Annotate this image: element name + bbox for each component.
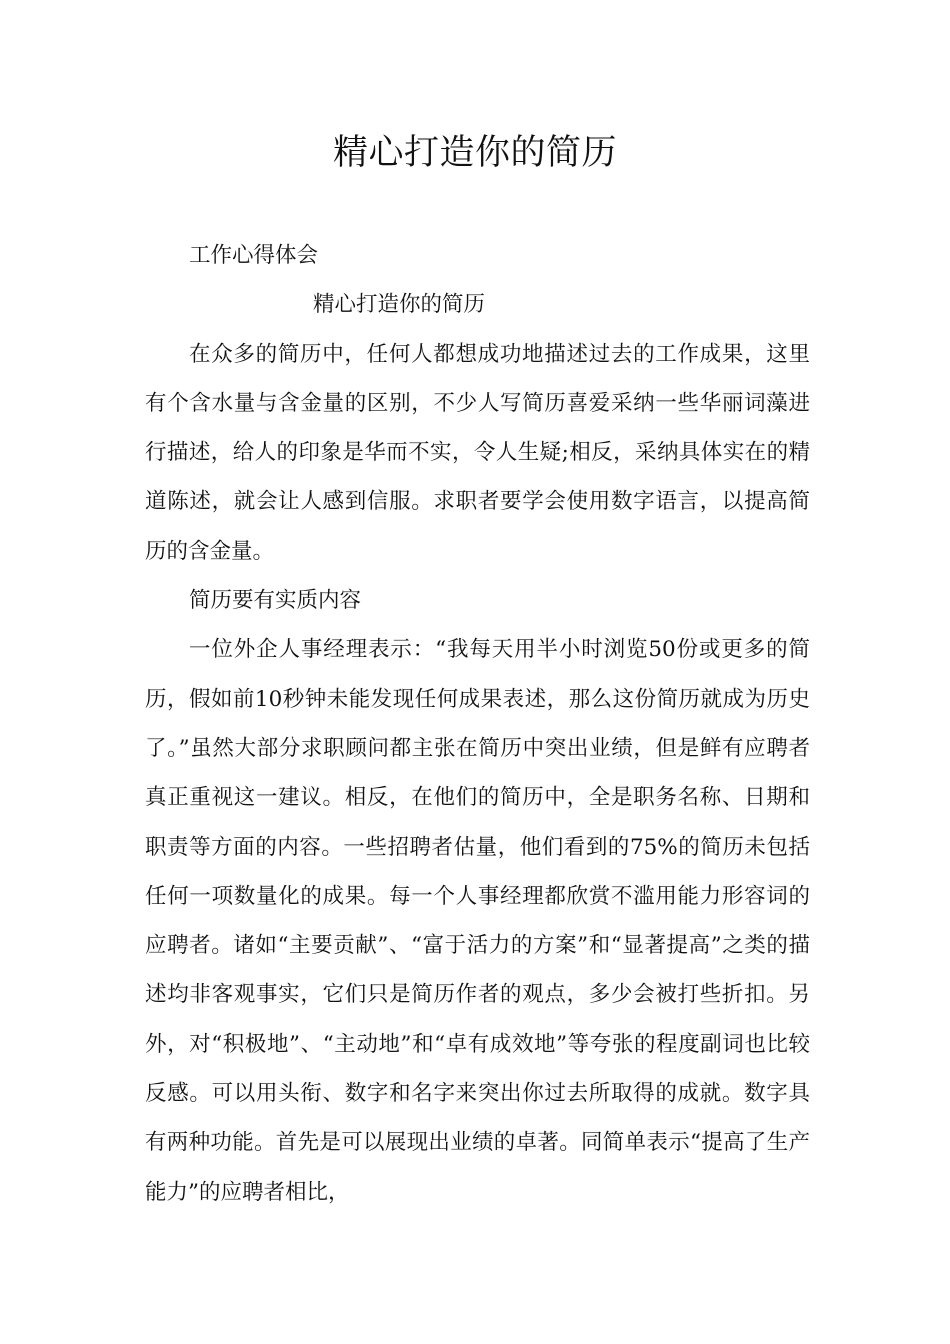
category-label: 工作心得体会 (189, 243, 319, 268)
document-title: 精心打造你的简历 (332, 133, 617, 173)
article-subtitle: 精心打造你的简历 (313, 292, 486, 318)
intro-paragraph: 在众多的简历中，任何人都想成功地描述过去的工作成果，这里有个含水量与含金量的区别，不少人写简历喜爱采纳一些华丽词藻进行描述，给人的印象是华而不实，令人生疑;相反，采纳具体实在的精道陈述，就会让人感到信服。求职者要学会使用数字语言，以提高简历的含金量。 (145, 341, 810, 564)
section-heading: 简历要有实质内容 (189, 588, 362, 614)
body-paragraph: 一位外企人事经理表示：“我每天用半小时浏览50份或更多的简历，假如前10秒钟未能发现任何成果表述，那么这份简历就成为历史了。”虽然大部分求职顾问都主张在简历中突出业绩，但是鲜有应聘者真正重视这一建议。相反，在他们的简历中，全是职务名称、日期和职责等方面的内容。一些招聘者估量，他们看到的75%的简历未包括任何一项数量化的成果。每一个人事经理都欣赏不滥用能力形容词的应聘者。诸如“主要贡献”、“富于活力的方案”和“显著提高”之类的描述均非客观事实，它们只是简历作者的观点，多少会被打些折扣。另外，对“积极地”、“主动地”和“卓有成效地”等夸张的程度副词也比较反感。可以用头衔、数字和名字来突出你过去所取得的成就。数字具有两种功能。首先是可以展现出业绩的卓著。同简单表示“提高了生产能力”的应聘者相比， (145, 637, 810, 1205)
document-body (145, 231, 810, 1217)
